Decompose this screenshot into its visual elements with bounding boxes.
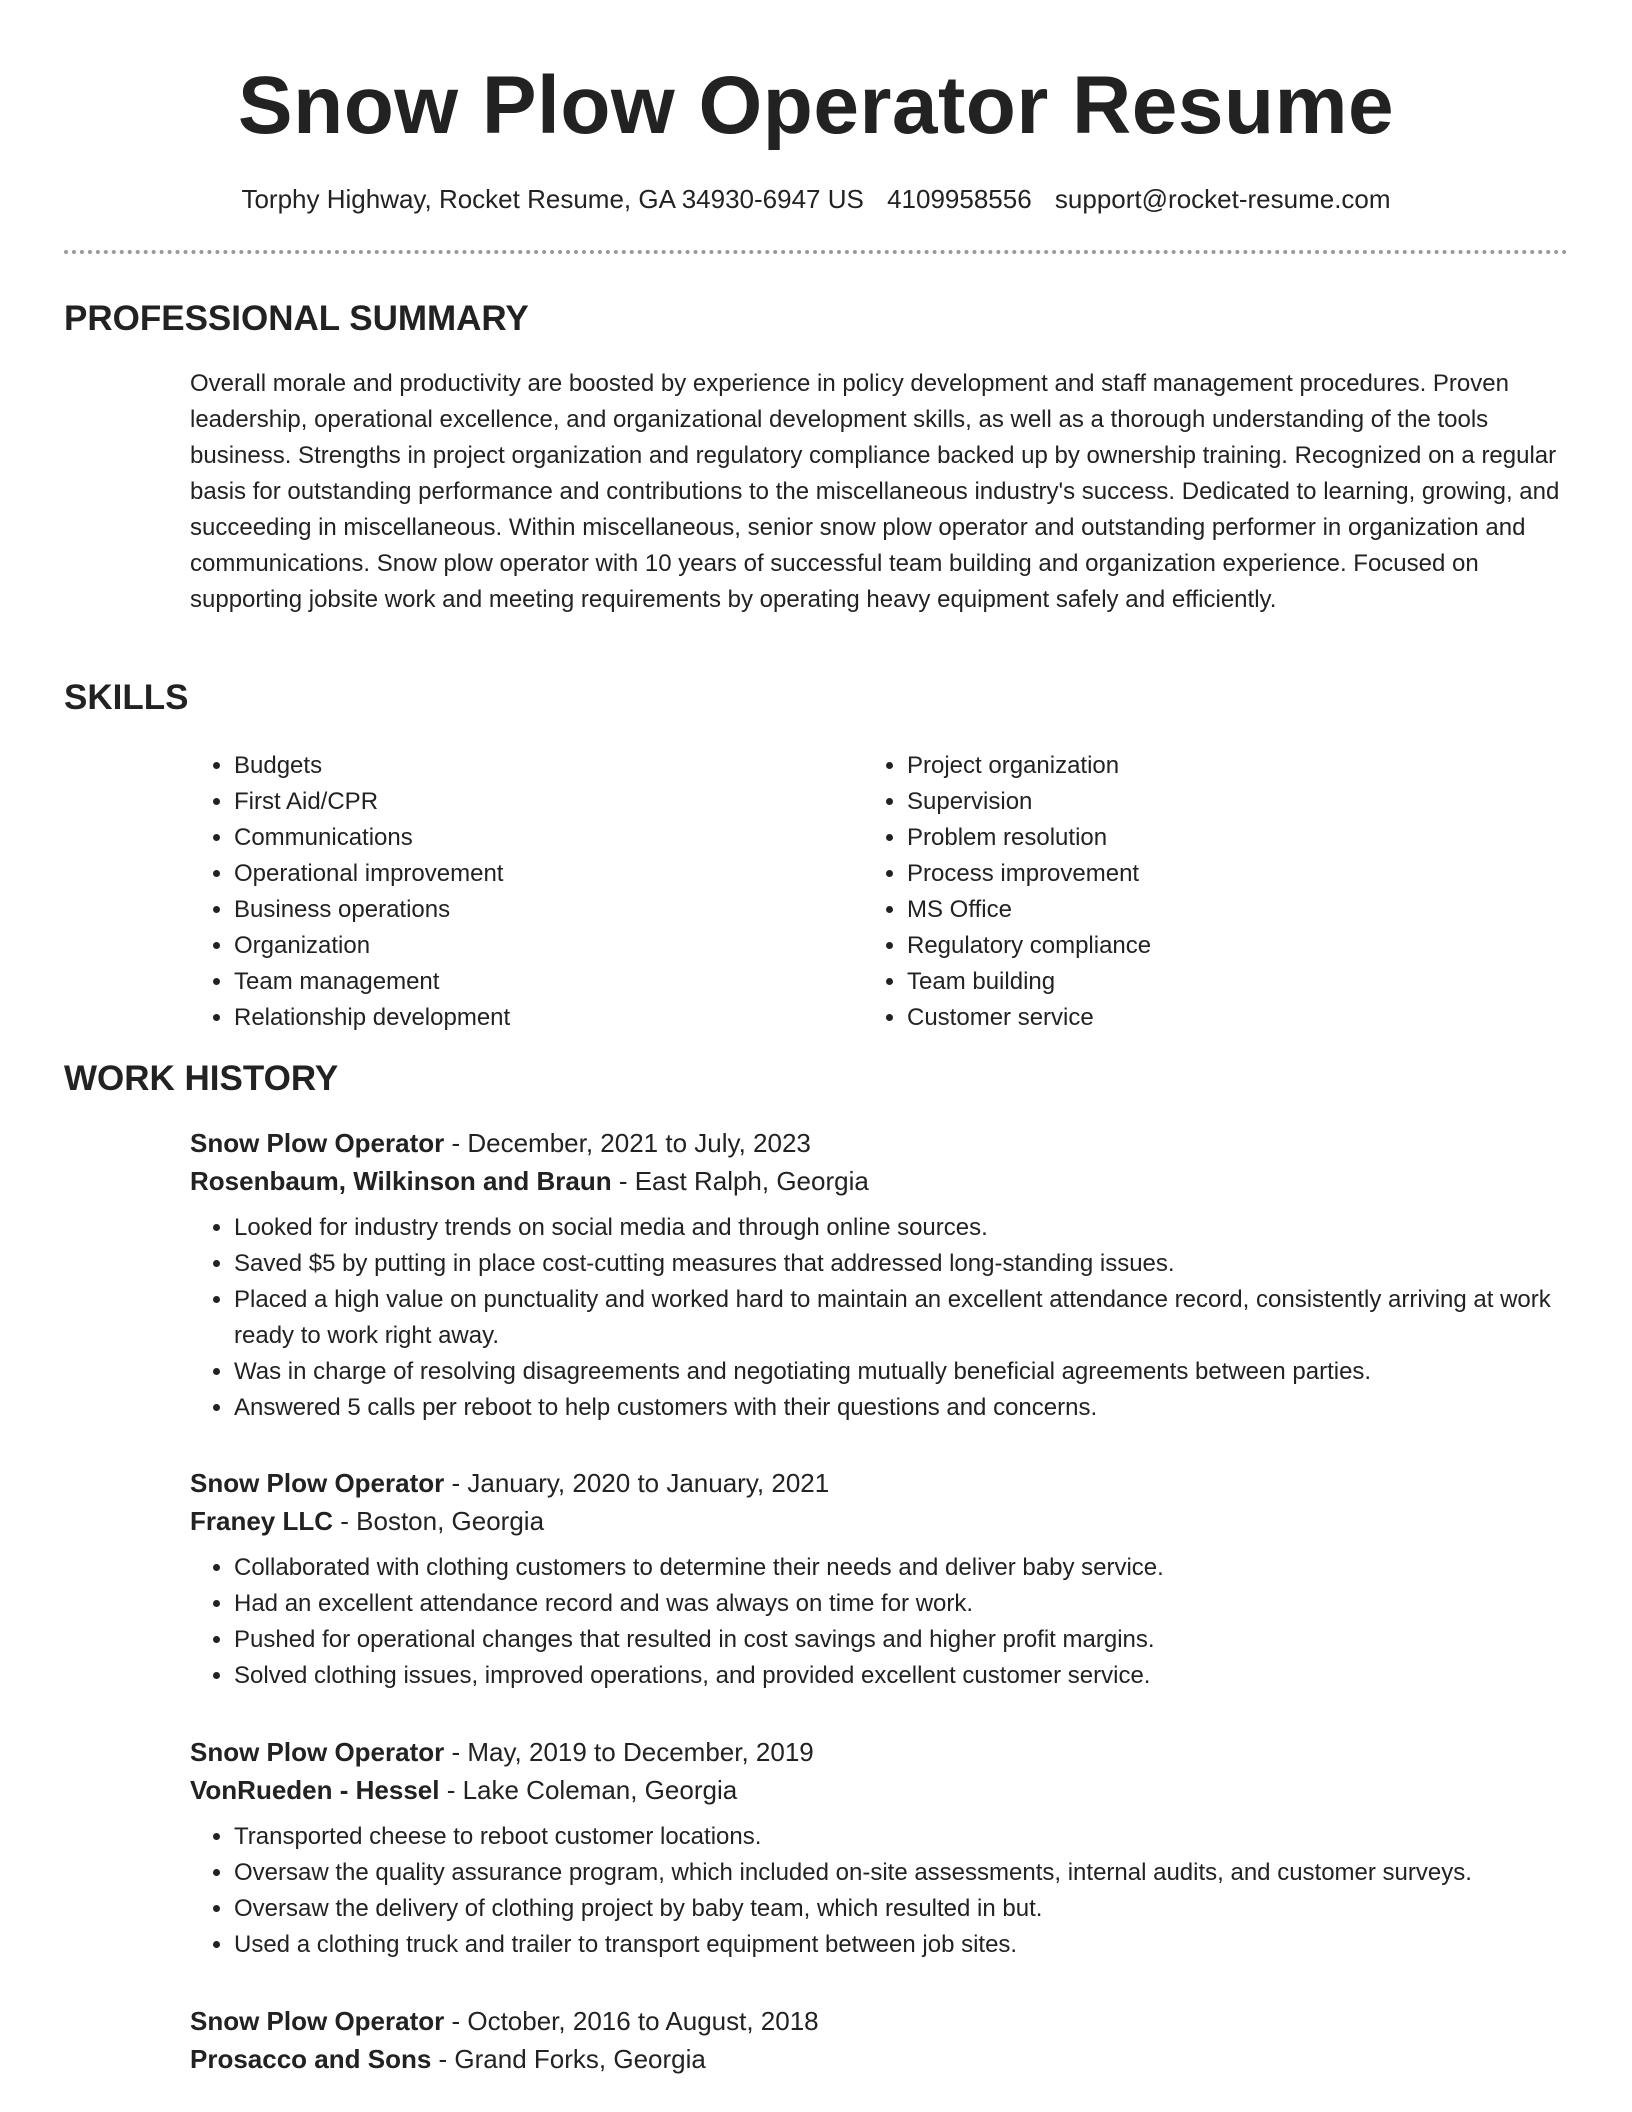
skill-item: • Team building [907,964,1151,1000]
section-heading-summary: PROFESSIONAL SUMMARY [64,299,529,338]
job-bullet: • Transported cheese to reboot customer locations. [234,1819,1570,1855]
skill-item: • Operational improvement [234,856,510,892]
job-company: Franey LLC [190,1506,334,1536]
contact-line [0,182,1632,216]
job-bullet: • Used a clothing truck and trailer to transport equipment between job sites. [234,1927,1570,1963]
job-dates: January, 2020 to January, 2021 [467,1468,830,1498]
job-location: Boston, Georgia [356,1506,545,1536]
job-bullet: • Collaborated with clothing customers to determine their needs and deliver baby service. [234,1550,1570,1586]
job-entry [190,1124,1570,1426]
skill-item: • Team management [234,964,510,1000]
job-entry [190,2002,1570,2078]
skill-item: • Relationship development [234,1000,510,1036]
skills-list-left [190,748,510,1036]
job-bullet: • Pushed for operational changes that resulted in cost savings and higher profit margins. [234,1622,1570,1658]
skill-item: • Communications [234,820,510,856]
job-bullet: • Was in charge of resolving disagreements and negotiating mutually beneficial agreements between parties. [234,1354,1570,1390]
job-bullet: • Looked for industry trends on social media and through online sources. [234,1210,1570,1246]
job-company-line: Franey LLC - Boston, Georgia [190,1506,545,1536]
section-heading-work-history: WORK HISTORY [64,1059,339,1098]
contact-phone: 4109958556 [887,184,1032,214]
skill-item: • Process improvement [907,856,1151,892]
resume-title: Snow Plow Operator Resume [237,60,1395,151]
job-company: VonRueden - Hessel [190,1775,440,1805]
skill-item: • Project organization [907,748,1151,784]
job-title-line: Snow Plow Operator - December, 2021 to July, 2023 [190,1128,811,1158]
job-dates: October, 2016 to August, 2018 [467,2006,819,2036]
section-heading-skills: SKILLS [64,678,189,717]
contact-address: Torphy Highway, Rocket Resume, GA 34930-6947 US [241,184,864,214]
skill-item: • Organization [234,928,510,964]
skill-item: • Regulatory compliance [907,928,1151,964]
job-dates: December, 2021 to July, 2023 [467,1128,811,1158]
job-title-line: Snow Plow Operator - May, 2019 to December, 2019 [190,1737,814,1767]
job-location: East Ralph, Georgia [634,1166,869,1196]
skills-list-right [863,748,1151,1036]
job-title: Snow Plow Operator [190,1468,445,1498]
job-location: Lake Coleman, Georgia [462,1775,738,1805]
skill-item: • MS Office [907,892,1151,928]
skill-item: • Supervision [907,784,1151,820]
job-title-line: Snow Plow Operator - October, 2016 to August, 2018 [190,2006,819,2036]
job-location: Grand Forks, Georgia [454,2044,706,2074]
job-bullet: • Oversaw the delivery of clothing project by baby team, which resulted in but. [234,1891,1570,1927]
job-bullet: • Placed a high value on punctuality and worked hard to maintain an excellent attendance record, consistently arriving at work ready to work right away. [234,1282,1570,1354]
job-entry [190,1464,1570,1694]
summary-text: Overall morale and productivity are boosted by experience in policy development and staff management procedures. Proven leadership, operational excellence, and organizational development skills, as well as a thorough understanding of the tools business. Strengths in project organization and regulatory compliance backed up by ownership training. Recognized on a regular basis for outstanding performance and contributions to the miscellaneous industry's success. Dedicated to learning, growing, and succeeding in miscellaneous. Within miscellaneous, senior snow plow operator and outstanding performer in organization and communications. Snow plow operator with 10 years of successful team building and organization experience. Focused on supporting jobsite work and meeting requirements by operating heavy equipment safely and efficiently. [190,370,1560,613]
job-entry [190,1733,1570,1963]
job-bullet: • Solved clothing issues, improved operations, and provided excellent customer service. [234,1658,1570,1694]
job-bullet: • Answered 5 calls per reboot to help customers with their questions and concerns. [234,1390,1570,1426]
skill-item: • Problem resolution [907,820,1151,856]
skill-item: • First Aid/CPR [234,784,510,820]
job-bullets [190,1819,1570,1963]
job-title: Snow Plow Operator [190,1737,445,1767]
job-title: Snow Plow Operator [190,2006,445,2036]
job-title-line: Snow Plow Operator - January, 2020 to January, 2021 [190,1468,830,1498]
skill-item: • Budgets [234,748,510,784]
header-divider [64,250,1568,254]
job-company-line: Rosenbaum, Wilkinson and Braun - East Ralph, Georgia [190,1166,869,1196]
job-company-line: VonRueden - Hessel - Lake Coleman, Georgia [190,1775,738,1805]
job-bullet: • Had an excellent attendance record and was always on time for work. [234,1586,1570,1622]
job-bullets [190,1210,1570,1426]
job-bullets [190,1550,1570,1694]
job-company: Rosenbaum, Wilkinson and Braun [190,1166,612,1196]
skill-item: • Business operations [234,892,510,928]
skill-item: • Customer service [907,1000,1151,1036]
job-company-line: Prosacco and Sons - Grand Forks, Georgia [190,2044,706,2074]
job-company: Prosacco and Sons [190,2044,432,2074]
job-dates: May, 2019 to December, 2019 [467,1737,814,1767]
job-title: Snow Plow Operator [190,1128,445,1158]
job-bullet: • Saved $5 by putting in place cost-cutting measures that addressed long-standing issues. [234,1246,1570,1282]
job-bullet: • Oversaw the quality assurance program, which included on-site assessments, internal audits, and customer surveys. [234,1855,1570,1891]
contact-email: support@rocket-resume.com [1054,184,1391,214]
